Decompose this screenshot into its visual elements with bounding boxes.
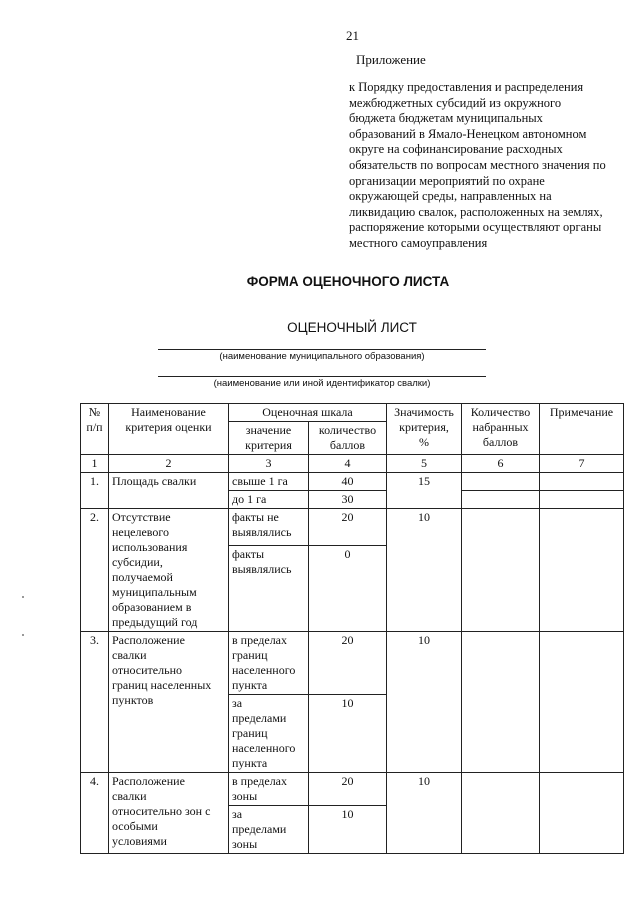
- column-number: 4: [309, 455, 387, 473]
- scored-cell: [462, 773, 540, 854]
- criterion-points: 10: [309, 695, 387, 773]
- criterion-points: 20: [309, 773, 387, 806]
- criterion-name: Расположение свалки относительно границ населенных пунктов: [109, 632, 229, 773]
- column-number: 1: [81, 455, 109, 473]
- header-criterion: Наименование критерия оценки: [109, 404, 229, 455]
- row-num: 2.: [81, 509, 109, 632]
- criterion-value: за пределами границ населенного пункта: [229, 695, 309, 773]
- scan-mark: [22, 634, 24, 636]
- scored-cell: [462, 509, 540, 632]
- header-note: Примечание: [540, 404, 624, 455]
- header-scale: Оценочная шкала: [229, 404, 387, 422]
- criterion-name: Отсутствие нецелевого использования субсидии, получаемой муниципальным образованием в предыдущий год: [109, 509, 229, 632]
- criterion-weight: 15: [387, 473, 462, 509]
- criterion-name: Площадь свалки: [109, 473, 229, 509]
- criterion-points: 10: [309, 806, 387, 854]
- note-cell: [540, 632, 624, 773]
- table-row: [81, 509, 624, 546]
- header-value: значение критерия: [229, 422, 309, 455]
- form-heading: ФОРМА ОЦЕНОЧНОГО ЛИСТА: [246, 274, 450, 289]
- note-cell: [540, 473, 624, 491]
- dump-caption: (наименование или иной идентификатор свалки): [213, 378, 431, 389]
- row-num: 4.: [81, 773, 109, 854]
- appendix-text: к Порядку предоставления и распределения межбюджетных субсидий из окружного бюджета бюджетам муниципальных образований в Ямало-Ненецком автономном округе на софинансирование расходных обязательств по вопросам местного значения по организации мероприятий по охране окружающей среды, направленных на ликвидацию свалок, расположенных на землях, распоряжение которыми осуществляют органы местного самоуправления: [349, 80, 606, 250]
- column-number: 3: [229, 455, 309, 473]
- criterion-points: 40: [309, 473, 387, 491]
- header-weight: Значимость критерия, %: [387, 404, 462, 455]
- criterion-value: свыше 1 га: [229, 473, 309, 491]
- municipality-caption: (наименование муниципального образования): [219, 351, 425, 362]
- column-number-row: [81, 455, 624, 473]
- criterion-value: факты выявлялись: [229, 546, 309, 632]
- note-cell: [540, 773, 624, 854]
- criterion-points: 20: [309, 509, 387, 546]
- scored-cell: [462, 473, 540, 491]
- column-number: 6: [462, 455, 540, 473]
- criterion-value: факты не выявлялись: [229, 509, 309, 546]
- scored-cell: [462, 491, 540, 509]
- row-num: 3.: [81, 632, 109, 773]
- criterion-value: за пределами зоны: [229, 806, 309, 854]
- page-number: 21: [346, 28, 359, 43]
- criterion-points: 30: [309, 491, 387, 509]
- appendix-title: Приложение: [356, 52, 426, 67]
- criterion-name: Расположение свалки относительно зон с особыми условиями: [109, 773, 229, 854]
- scored-cell: [462, 632, 540, 773]
- header-points: количество баллов: [309, 422, 387, 455]
- table-row: [81, 473, 624, 491]
- table-row: [81, 773, 624, 806]
- criterion-points: 0: [309, 546, 387, 632]
- table-header-row: [81, 404, 624, 422]
- column-number: 7: [540, 455, 624, 473]
- column-number: 2: [109, 455, 229, 473]
- scan-mark: [22, 596, 24, 598]
- evaluation-table: [80, 403, 624, 854]
- header-num: № п/п: [81, 404, 109, 455]
- municipality-fill-line: [158, 349, 486, 350]
- criterion-weight: 10: [387, 632, 462, 773]
- criterion-value: в пределах зоны: [229, 773, 309, 806]
- dump-fill-line: [158, 376, 486, 377]
- row-num: 1.: [81, 473, 109, 509]
- note-cell: [540, 509, 624, 632]
- note-cell: [540, 491, 624, 509]
- criterion-weight: 10: [387, 773, 462, 854]
- header-scored: Количество набранных баллов: [462, 404, 540, 455]
- table-row: [81, 632, 624, 695]
- criterion-value: в пределах границ населенного пункта: [229, 632, 309, 695]
- column-number: 5: [387, 455, 462, 473]
- criterion-weight: 10: [387, 509, 462, 632]
- sheet-title: ОЦЕНОЧНЫЙ ЛИСТ: [287, 320, 417, 335]
- criterion-points: 20: [309, 632, 387, 695]
- criterion-value: до 1 га: [229, 491, 309, 509]
